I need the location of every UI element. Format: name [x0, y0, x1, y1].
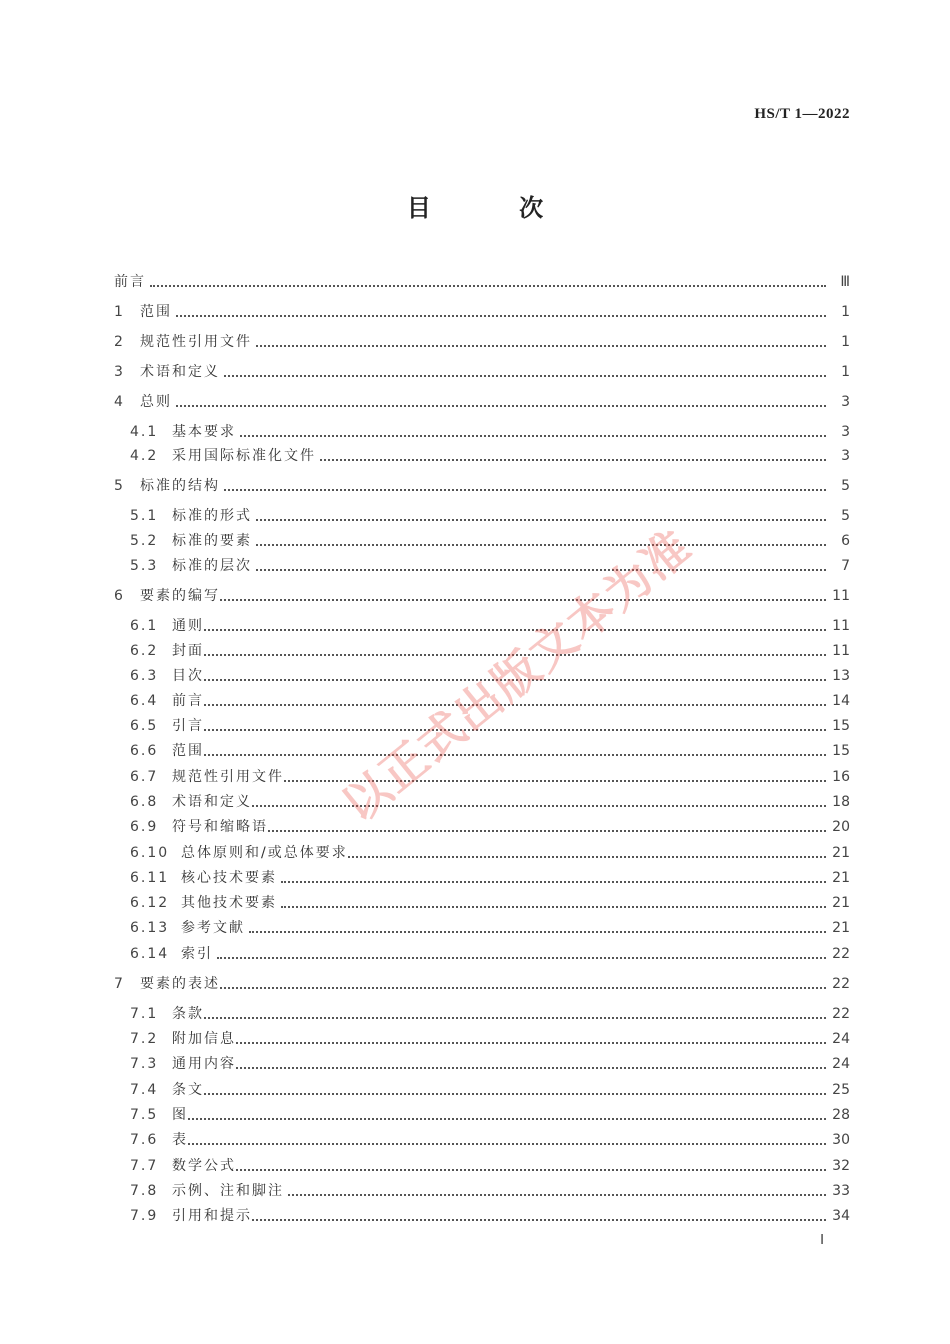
toc-entry-number: 2: [114, 334, 125, 350]
toc-entry-label: 术语和定义: [140, 364, 220, 380]
toc-entry-number: 6.3: [130, 668, 159, 684]
toc-entry[interactable]: [130, 641, 850, 661]
toc-entry-page: 6: [841, 533, 850, 549]
toc-entry-label: 总则: [140, 394, 172, 410]
toc-entry-number: 5.3: [130, 558, 159, 574]
toc-entry-number: 4: [114, 394, 125, 410]
toc-entry-label: 引用和提示: [172, 1208, 252, 1224]
toc-entry-label: 数学公式: [172, 1158, 236, 1174]
toc-entry-label: 封面: [172, 643, 204, 659]
dot-leader: [204, 1093, 826, 1095]
dot-leader: [348, 856, 826, 858]
toc-entry-number: 6.13: [130, 920, 170, 936]
toc-entry-label: 目次: [172, 668, 204, 684]
toc-entry[interactable]: [114, 332, 850, 352]
toc-entry[interactable]: [130, 843, 850, 863]
toc-entry-page: 11: [832, 643, 850, 659]
toc-entry[interactable]: [130, 767, 850, 787]
toc-entry[interactable]: [114, 974, 850, 994]
toc-entry[interactable]: [114, 362, 850, 382]
page-title: 目 次: [406, 194, 584, 222]
toc-entry-page: Ⅲ: [840, 274, 850, 290]
toc-entry-page: 33: [832, 1183, 850, 1199]
toc-entry-page: 11: [832, 588, 850, 604]
toc-entry-label: 前言: [172, 693, 204, 709]
dot-leader: [188, 1118, 826, 1120]
toc-entry-number: 7.2: [130, 1031, 159, 1047]
dot-leader: [220, 987, 826, 989]
toc-entry-label: 条文: [172, 1082, 204, 1098]
toc-entry-page: 22: [832, 946, 850, 962]
toc-entry-number: 6.7: [130, 769, 159, 785]
toc-entry-page: 34: [832, 1208, 850, 1224]
toc-entry-page: 1: [841, 364, 850, 380]
toc-entry-label: 参考文献: [181, 920, 245, 936]
toc-entry-page: 25: [832, 1082, 850, 1098]
toc-entry-label: 术语和定义: [172, 794, 252, 810]
toc-entry[interactable]: [114, 302, 850, 322]
toc-entry-page: 13: [832, 668, 850, 684]
toc-entry-number: 6.9: [130, 819, 159, 835]
toc-entry[interactable]: [130, 422, 850, 442]
dot-leader: [204, 729, 826, 731]
toc-entry-number: 7.8: [130, 1183, 159, 1199]
toc-entry[interactable]: [130, 868, 850, 888]
toc-entry[interactable]: [130, 506, 850, 526]
toc-entry-number: 6.12: [130, 895, 170, 911]
toc-entry-page: 24: [832, 1031, 850, 1047]
toc-entry-number: 7.3: [130, 1056, 159, 1072]
dot-leader: [236, 1067, 826, 1069]
toc-entry-page: 20: [832, 819, 850, 835]
toc-entry[interactable]: [130, 556, 850, 576]
toc-entry[interactable]: [130, 616, 850, 636]
dot-leader: [256, 345, 826, 347]
toc-entry[interactable]: [130, 531, 850, 551]
toc-entry-label: 通则: [172, 618, 204, 634]
toc-entry-number: 1: [114, 304, 125, 320]
toc-entry-number: 6.1: [130, 618, 159, 634]
toc-entry-number: 6: [114, 588, 125, 604]
toc-entry-page: 15: [832, 743, 850, 759]
toc-entry-number: 6.10: [130, 845, 170, 861]
toc-entry-number: 5: [114, 478, 125, 494]
dot-leader: [150, 285, 826, 287]
toc-entry-label: 标准的层次: [172, 558, 252, 574]
toc-entry[interactable]: [130, 716, 850, 736]
toc-entry-page: 22: [832, 976, 850, 992]
dot-leader: [281, 906, 826, 908]
toc-entry-page: 1: [841, 334, 850, 350]
toc-entry-label: 表: [172, 1132, 188, 1148]
toc-entry-page: 7: [841, 558, 850, 574]
toc-entry-label: 前言: [114, 274, 146, 290]
toc-entry-page: 16: [832, 769, 850, 785]
toc-entry-page: 32: [832, 1158, 850, 1174]
toc-entry-number: 7.9: [130, 1208, 159, 1224]
toc-entry-label: 范围: [172, 743, 204, 759]
toc-entry[interactable]: [130, 1130, 850, 1150]
toc-entry-page: 3: [841, 394, 850, 410]
toc-entry-number: 7.1: [130, 1006, 159, 1022]
dot-leader: [204, 629, 826, 631]
toc-entry[interactable]: [130, 446, 850, 466]
toc-entry-label: 索引: [181, 946, 213, 962]
toc-entry-number: 6.6: [130, 743, 159, 759]
dot-leader: [288, 1194, 826, 1196]
toc-entry-label: 标准的形式: [172, 508, 252, 524]
dot-leader: [252, 805, 826, 807]
dot-leader: [256, 544, 826, 546]
dot-leader: [176, 315, 826, 317]
toc-entry-number: 7: [114, 976, 125, 992]
toc-entry[interactable]: [130, 741, 850, 761]
toc-entry[interactable]: [130, 944, 850, 964]
toc-entry-page: 3: [841, 424, 850, 440]
toc-entry-number: 7.7: [130, 1158, 159, 1174]
toc-entry-page: 24: [832, 1056, 850, 1072]
toc-entry-label: 基本要求: [172, 424, 236, 440]
toc-entry-page: 5: [841, 478, 850, 494]
toc-entry-number: 6.2: [130, 643, 159, 659]
toc-entry-number: 7.6: [130, 1132, 159, 1148]
toc-entry-page: 30: [832, 1132, 850, 1148]
toc-entry-page: 14: [832, 693, 850, 709]
dot-leader: [252, 1219, 826, 1221]
toc-entry-label: 规范性引用文件: [140, 334, 252, 350]
toc-entry[interactable]: [114, 586, 850, 606]
toc-entry-page: 28: [832, 1107, 850, 1123]
toc-entry-page: 11: [832, 618, 850, 634]
toc-entry-number: 6.8: [130, 794, 159, 810]
toc-entry[interactable]: [114, 272, 850, 292]
dot-leader: [249, 931, 826, 933]
toc-entry-label: 示例、注和脚注: [172, 1183, 284, 1199]
page-number: Ⅰ: [820, 1233, 825, 1248]
toc-entry-label: 规范性引用文件: [172, 769, 284, 785]
dot-leader: [236, 1042, 826, 1044]
dot-leader: [320, 459, 826, 461]
toc-entry[interactable]: [130, 691, 850, 711]
toc-entry-label: 采用国际标准化文件: [172, 448, 316, 464]
toc-entry-page: 15: [832, 718, 850, 734]
toc-entry[interactable]: [130, 1054, 850, 1074]
dot-leader: [220, 599, 826, 601]
toc-entry-label: 其他技术要素: [181, 895, 277, 911]
dot-leader: [236, 1169, 826, 1171]
toc-entry-page: 5: [841, 508, 850, 524]
toc-entry-number: 7.4: [130, 1082, 159, 1098]
toc-entry[interactable]: [130, 1080, 850, 1100]
toc-entry-page: 21: [832, 845, 850, 861]
dot-leader: [204, 654, 826, 656]
toc-entry[interactable]: [130, 666, 850, 686]
toc-entry[interactable]: [114, 392, 850, 412]
toc-entry-number: 3: [114, 364, 125, 380]
toc-entry-number: 6.5: [130, 718, 159, 734]
toc-entry-number: 5.2: [130, 533, 159, 549]
toc-entry-number: 6.11: [130, 870, 170, 886]
dot-leader: [176, 405, 826, 407]
toc-entry-number: 6.14: [130, 946, 170, 962]
toc-entry[interactable]: [114, 476, 850, 496]
toc-entry-label: 总体原则和/或总体要求: [181, 845, 348, 861]
toc-entry-label: 要素的编写: [140, 588, 220, 604]
toc-entry[interactable]: [130, 817, 850, 837]
toc-entry-number: 7.5: [130, 1107, 159, 1123]
dot-leader: [204, 754, 826, 756]
dot-leader: [188, 1143, 826, 1145]
toc-entry-label: 范围: [140, 304, 172, 320]
toc-entry-label: 引言: [172, 718, 204, 734]
dot-leader: [281, 881, 826, 883]
toc-entry-label: 附加信息: [172, 1031, 236, 1047]
toc-entry-page: 1: [841, 304, 850, 320]
toc-entry[interactable]: [130, 1181, 850, 1201]
dot-leader: [240, 435, 826, 437]
toc-entry-page: 22: [832, 1006, 850, 1022]
dot-leader: [224, 489, 826, 491]
toc-entry[interactable]: [130, 1206, 850, 1226]
toc-entry-label: 标准的结构: [140, 478, 220, 494]
toc-entry-label: 要素的表述: [140, 976, 220, 992]
dot-leader: [204, 1017, 826, 1019]
dot-leader: [256, 519, 826, 521]
toc-entry-label: 条款: [172, 1006, 204, 1022]
toc-entry-page: 3: [841, 448, 850, 464]
dot-leader: [284, 780, 826, 782]
toc-entry-page: 21: [832, 870, 850, 886]
toc-entry[interactable]: [130, 1105, 850, 1125]
toc-entry-label: 图: [172, 1107, 188, 1123]
toc-entry-number: 4.2: [130, 448, 159, 464]
dot-leader: [256, 569, 826, 571]
toc-entry[interactable]: [130, 893, 850, 913]
toc-entry-number: 4.1: [130, 424, 159, 440]
toc-entry-label: 标准的要素: [172, 533, 252, 549]
toc-entry[interactable]: [130, 1029, 850, 1049]
toc-entry-label: 核心技术要素: [181, 870, 277, 886]
toc-entry-number: 6.4: [130, 693, 159, 709]
dot-leader: [224, 375, 826, 377]
document-code: HS/T 1—2022: [754, 106, 850, 122]
toc-entry-page: 18: [832, 794, 850, 810]
watermark: 以正式出版文本为准: [332, 518, 702, 833]
toc-entry-number: 5.1: [130, 508, 159, 524]
toc-entry[interactable]: [130, 1156, 850, 1176]
toc-entry[interactable]: [130, 1004, 850, 1024]
toc-entry-label: 通用内容: [172, 1056, 236, 1072]
dot-leader: [204, 704, 826, 706]
dot-leader: [204, 679, 826, 681]
toc-entry-label: 符号和缩略语: [172, 819, 268, 835]
toc-entry[interactable]: [130, 792, 850, 812]
dot-leader: [217, 957, 826, 959]
toc-entry-page: 21: [832, 895, 850, 911]
toc-entry[interactable]: [130, 918, 850, 938]
dot-leader: [268, 830, 826, 832]
toc-entry-page: 21: [832, 920, 850, 936]
